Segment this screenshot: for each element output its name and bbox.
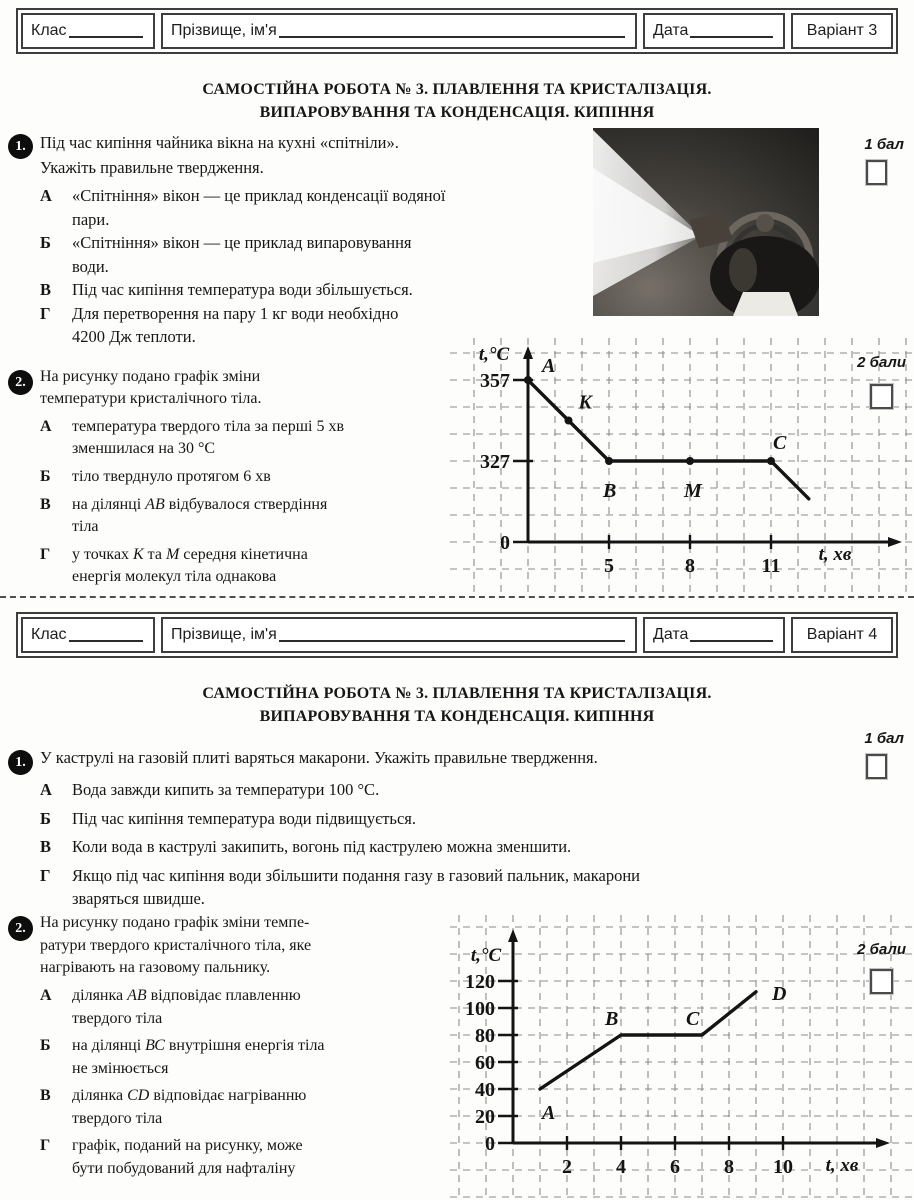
option-letter: Г [40,303,51,323]
option-text: Для перетворення на пару 1 кг води необхідно 4200 Дж теплоти. [72,303,399,346]
date-blank-line[interactable] [690,640,773,642]
svg-text:K: K [578,391,592,414]
svg-text:t, хв: t, хв [825,1155,859,1176]
option-text: Коли вода в каструлі закипить, вогонь під каструлею можна зменшити. [72,837,572,856]
svg-text:B: B [603,480,617,502]
option-text: на ділянці АВ відбувалося ствердіння тіла [72,496,328,535]
option-letter: В [40,1087,51,1104]
question-2-options-v3 [40,416,445,588]
worksheet-title [0,78,914,124]
svg-text:t,°C: t,°C [478,344,510,365]
kettle-lid-knob [756,214,774,232]
header-row-variant-4 [16,612,898,658]
name-blank-line[interactable] [279,640,625,642]
option-letter: В [40,496,51,513]
option-row [40,544,445,588]
option-text: Якщо під час кипіння води збільшити подання газу в газовий пальник, макарони зваряться швидше. [72,865,640,908]
class-field [21,13,155,49]
option-text: Під час кипіння температура води підвищується. [72,808,416,828]
option-text: на ділянці ВС внутрішня енергія тіла не змінюється [72,1037,325,1077]
option-letter: Г [40,1137,51,1154]
svg-text:D: D [772,982,787,1005]
svg-text:C: C [686,1008,700,1030]
option-text: Вода завжди кипить за температури 100 °С. [72,780,380,799]
option-row [40,778,870,802]
score-label-q1-v3: 1 бал [864,136,904,153]
class-blank-line[interactable] [69,36,143,38]
temperature-graph-figure-v4 [450,915,914,1200]
option-row [40,1035,442,1080]
svg-text:6: 6 [670,1156,680,1178]
burner-flame [733,292,798,316]
option-letter: В [40,837,52,856]
svg-text:A: A [542,1102,556,1124]
variant-label: Варіант 4 [806,626,878,643]
svg-text:40: 40 [475,1079,495,1101]
kettle-photo-image [593,128,819,316]
option-text: Під час кипіння температура води збільшується. [72,280,413,299]
header-row-variant-3 [16,8,898,54]
svg-text:B: B [605,1008,619,1030]
option-row [40,1135,442,1180]
option-row [40,1085,442,1130]
score-label-q2-v3: 2 бали [857,354,906,371]
answer-checkbox-q2-v3[interactable] [870,384,893,409]
question-1-stem: Під час кипіння чайника вікна на кухні «спітніли». Укажіть правильне твердження. [40,133,399,177]
question-2-stem-v4: На рисунку подано графік зміни темпе- ратури твердого кристалічного тіла, яке нагрівають на газовому пальнику. [40,914,312,976]
option-text: «Спітніння» вікон — це приклад конденсації водяної пари. [72,186,446,229]
question-1-number-badge: 1. [8,750,33,775]
svg-text:60: 60 [475,1052,495,1074]
svg-text:11: 11 [761,555,781,577]
option-letter: Г [40,546,51,563]
variant-badge [791,617,893,653]
name-blank-line[interactable] [279,36,625,38]
option-row [40,466,445,488]
name-field [161,617,637,653]
class-label: Клас [31,22,67,39]
option-row [40,416,445,460]
svg-text:t,°C: t,°C [470,945,502,966]
svg-text:5: 5 [604,555,614,577]
option-letter: А [40,186,52,205]
option-text: тіло тверднуло протягом 6 хв [72,468,271,485]
svg-text:M: M [684,480,702,502]
option-text: графік, поданий на рисунку, може бути побудований для нафталіну [72,1137,303,1177]
option-row [40,985,442,1030]
question-2-number-badge: 2. [8,916,33,941]
question-1-options-v3 [40,184,600,349]
svg-text:8: 8 [724,1156,734,1178]
class-blank-line[interactable] [69,640,143,642]
svg-text:A: A [542,355,556,377]
score-label-q2-v4: 2 бали [857,941,906,958]
option-letter: Б [40,233,51,252]
kettle-photo [593,128,819,316]
svg-text:t, хв: t, хв [818,544,852,565]
svg-text:0: 0 [485,1133,495,1155]
title-line-2: ВИПАРОВУВАННЯ ТА КОНДЕНСАЦІЯ. КИПІННЯ [259,104,655,121]
title-line-1: САМОСТІЙНА РОБОТА № 3. ПЛАВЛЕННЯ ТА КРИСТАЛІЗАЦІЯ. [202,685,712,702]
question-2-number-badge: 2. [8,370,33,395]
score-label-q1-v4: 1 бал [864,730,904,747]
name-label: Прізвище, ім'я [171,22,277,39]
class-field [21,617,155,653]
question-1-number-badge: 1. [8,134,33,159]
option-text: у точках К та М середня кінетична енергія молекул тіла однакова [72,546,308,585]
option-row [40,278,600,302]
option-letter: Г [40,865,51,885]
option-letter: Б [40,808,51,828]
name-field [161,13,637,49]
answer-checkbox-q2-v4[interactable] [870,969,893,994]
temperature-graph-v3 [450,338,914,595]
svg-text:8: 8 [685,555,695,577]
cut-line-divider [0,596,914,598]
date-label: Дата [653,626,689,643]
title-line-2: ВИПАРОВУВАННЯ ТА КОНДЕНСАЦІЯ. КИПІННЯ [259,708,655,725]
question-1-stem-v4: У каструлі на газовій плиті варяться макарони. Укажіть правильне твердження. [40,748,598,767]
option-letter: Б [40,1037,51,1054]
option-text: «Спітніння» вікон — це приклад випаровування води. [72,233,412,276]
svg-text:2: 2 [562,1156,572,1178]
option-letter: А [40,987,52,1004]
svg-text:80: 80 [475,1025,495,1047]
option-letter: Б [40,468,51,485]
answer-checkbox-q1-v3[interactable] [866,160,887,185]
question-1-options-v4 [40,778,870,911]
svg-text:10: 10 [773,1156,793,1178]
option-text: ділянка АВ відповідає плавленню твердого тіла [72,987,301,1027]
option-text: ділянка CD відповідає нагріванню твердого тіла [72,1087,307,1127]
option-row [40,807,870,831]
option-row [40,864,870,911]
option-letter: В [40,280,52,299]
option-row [40,835,870,859]
option-row [40,494,445,538]
svg-text:0: 0 [500,532,510,554]
option-letter: А [40,418,52,435]
name-label: Прізвище, ім'я [171,626,277,643]
class-label: Клас [31,626,67,643]
answer-checkbox-q1-v4[interactable] [866,754,887,779]
option-row [40,231,600,278]
variant-badge [791,13,893,49]
question-2-stem: На рисунку подано графік зміни температури кристалічного тіла. [40,368,262,407]
svg-text:4: 4 [616,1156,626,1178]
option-letter: А [40,780,52,799]
svg-text:100: 100 [465,998,495,1020]
title-line-1: САМОСТІЙНА РОБОТА № 3. ПЛАВЛЕННЯ ТА КРИСТАЛІЗАЦІЯ. [202,81,712,98]
worksheet-title-v4 [0,682,914,728]
svg-text:20: 20 [475,1106,495,1128]
option-text: температура твердого тіла за перші 5 хв зменшилася на 30 °С [72,418,345,457]
option-row [40,184,600,231]
date-label: Дата [653,22,689,39]
date-blank-line[interactable] [690,36,773,38]
temperature-graph-figure-v3 [450,338,914,595]
date-field [643,13,785,49]
svg-text:120: 120 [465,971,495,993]
svg-text:C: C [773,432,787,454]
svg-text:357: 357 [480,370,510,392]
variant-label: Варіант 3 [806,22,878,39]
svg-text:327: 327 [480,451,510,473]
date-field [643,617,785,653]
question-2-options-v4 [40,985,442,1180]
